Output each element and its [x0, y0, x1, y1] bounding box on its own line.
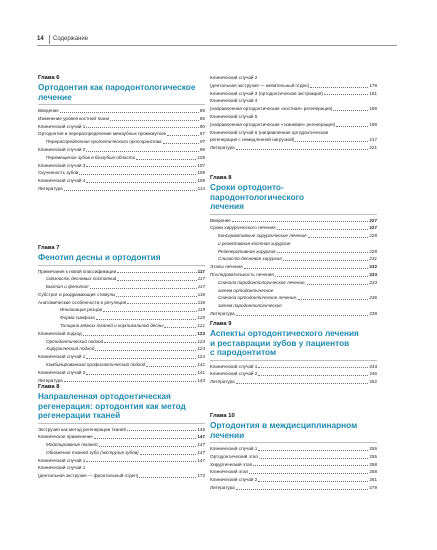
dot-leader [86, 166, 196, 167]
dot-leader [232, 221, 369, 222]
toc-entry[interactable] [210, 370, 377, 378]
entry-title: Хирургический этап [210, 461, 253, 467]
page-ref: 107 [197, 162, 205, 168]
page-ref: 172 [197, 473, 205, 479]
page-ref: 228 [369, 233, 377, 239]
toc-entry[interactable] [210, 240, 377, 248]
entry-title: Перемещение зубов в беззубые области [46, 154, 136, 160]
entry-title: Биотип и фенотип [46, 284, 89, 290]
page-ref: 147 [197, 442, 205, 448]
toc-entry-line [210, 74, 377, 82]
dot-leader [277, 229, 369, 230]
entry-title: Клинический случай 1 [38, 465, 86, 471]
page-ref: 145 [197, 426, 205, 432]
entry-title: Клинический случай 2 [210, 75, 258, 80]
entry-title: Сначала ортодонтическое лечение, [218, 295, 298, 301]
toc-entry[interactable] [210, 363, 377, 371]
page-ref: 105 [197, 154, 205, 160]
entry-title: Клинический случай 4 [38, 178, 86, 184]
dot-leader [336, 126, 368, 127]
entry-title: Литература [38, 185, 63, 191]
page-ref: 221 [369, 145, 377, 151]
chapter-title[interactable] [210, 329, 377, 358]
dot-leader [99, 446, 197, 447]
dot-leader [94, 438, 197, 439]
entry-title: Регенеративная хирургия [218, 248, 276, 254]
page-ref: 252 [369, 379, 377, 385]
chapter-label: Глава 6 [38, 75, 60, 81]
dot-leader [310, 87, 368, 88]
entry-title: Литература [210, 145, 235, 151]
toc-entry[interactable] [210, 378, 377, 386]
chapter-label: Глава 8 [210, 175, 232, 181]
chapter-block [38, 74, 205, 193]
chapter-rule [38, 423, 205, 424]
toc-entry[interactable] [210, 468, 377, 476]
chapter-title-line: и реставрации зубов у пациентов [210, 337, 350, 348]
page-ref: 236 [369, 295, 377, 301]
entry-title: Клинический случай 1 [38, 354, 86, 360]
entry-title: Примечания к новой классификации [38, 268, 117, 274]
toc-entry[interactable] [210, 232, 377, 240]
toc-entry-line [210, 121, 377, 129]
dot-leader [104, 342, 196, 343]
header-divider [49, 35, 50, 44]
chapter-label: Глава 8 [38, 384, 60, 390]
toc-entry[interactable] [38, 185, 205, 193]
toc-entry[interactable] [210, 279, 377, 287]
toc-entry[interactable] [210, 263, 377, 271]
page-ref: 119 [197, 291, 205, 297]
chapter-title[interactable] [38, 392, 205, 421]
dot-leader [103, 311, 197, 312]
toc-entry[interactable] [210, 484, 377, 492]
toc-entry[interactable] [38, 441, 205, 449]
entry-title: Клинический случай 1 [38, 123, 86, 129]
entry-title: Комбинированный профилактический подход [46, 362, 146, 368]
page-ref: 124 [197, 338, 205, 344]
chapter-block [210, 174, 377, 318]
dot-leader [163, 143, 199, 144]
page-ref: 117 [197, 268, 205, 274]
header-rule [37, 45, 397, 46]
chapter-title-line: Сроки ортодонто-пародонтологического [210, 182, 305, 202]
entry-title: Клинический случай 1 [38, 457, 86, 463]
toc-entry[interactable] [38, 426, 205, 434]
page-ref: 147 [197, 434, 205, 440]
page-ref: 97 [199, 131, 205, 137]
dot-leader [164, 327, 196, 328]
chapter-title[interactable] [210, 421, 377, 440]
toc-entry[interactable] [210, 294, 377, 302]
entry-title: Клинический этап [210, 469, 249, 475]
toc-entry[interactable] [38, 464, 205, 480]
chapter-title-line: лечении [210, 429, 245, 440]
page-ref: 89 [199, 115, 205, 121]
page-ref: 90 [199, 123, 205, 129]
entry-title: Изменение уровня костной ткани [38, 115, 110, 121]
page-ref: 117 [197, 276, 205, 282]
toc-entry-line [210, 129, 377, 137]
dot-leader [95, 350, 196, 351]
toc-entry[interactable] [38, 449, 205, 457]
toc-entry[interactable] [38, 457, 205, 465]
toc-entry[interactable] [38, 268, 205, 276]
toc-entry[interactable] [38, 314, 205, 322]
dot-leader [127, 430, 196, 431]
toc-entry[interactable] [38, 162, 205, 170]
toc-entry[interactable] [38, 115, 205, 123]
toc-entry[interactable] [210, 224, 377, 232]
toc-entry[interactable] [210, 248, 377, 256]
dot-leader [258, 375, 368, 376]
dot-leader [258, 367, 368, 368]
entry-title: Обнажение тканей зуба (экструзия зубов) [46, 449, 139, 455]
page-ref: 119 [197, 307, 205, 313]
toc-entry[interactable] [210, 144, 377, 152]
chapter-rule [210, 360, 377, 361]
page-ref: 186 [369, 106, 377, 112]
entry-title: Толщина мягких тканей и кортикальной десны [60, 323, 164, 329]
dot-leader [110, 120, 199, 121]
dot-leader [117, 272, 196, 273]
page-ref: 233 [369, 279, 377, 285]
entry-title: Клинический случай 3 [38, 162, 86, 168]
chapter-label: Глава 7 [38, 245, 60, 251]
entry-title: (направленная ортодонтическая «костная» регенерация) [210, 106, 333, 112]
entry-title: регенерация с немедленной нагрузкой) [210, 137, 295, 143]
page-header [0, 0, 437, 48]
dot-leader [117, 280, 196, 281]
entry-title: Этапы лечения [210, 264, 243, 270]
toc-entry[interactable] [38, 123, 205, 131]
dot-leader [83, 335, 197, 336]
toc-entry[interactable] [210, 113, 377, 129]
toc-entry[interactable] [38, 369, 205, 377]
entry-title: Сроки хирургического лечения [210, 225, 276, 231]
toc-entry[interactable] [38, 345, 205, 353]
page-ref: 109 [197, 170, 205, 176]
toc-entry[interactable] [210, 287, 377, 295]
page-ref: 227 [369, 225, 377, 231]
dot-leader [136, 159, 196, 160]
chapter-title-line: Ортодонтия как пародонтологическое [38, 82, 196, 92]
chapter-rule [210, 214, 377, 215]
toc-entry[interactable] [38, 330, 205, 338]
dot-leader [283, 260, 369, 261]
dot-leader [295, 141, 368, 142]
page-ref: 228 [369, 248, 377, 254]
toc-entry[interactable] [38, 306, 205, 314]
dot-leader [116, 296, 196, 297]
entry-title: Клинический случай 6 (направленная ортодонтическая [210, 129, 329, 135]
entry-title: Клинический случай 2 [38, 369, 86, 375]
dot-leader [139, 477, 196, 478]
toc-entry[interactable] [38, 154, 205, 162]
toc-entry[interactable] [210, 476, 377, 484]
dot-leader [259, 458, 368, 459]
toc-entry[interactable] [38, 177, 205, 185]
entry-title: Ортодонтический этап [210, 453, 258, 459]
dot-leader [236, 489, 369, 490]
entry-title: Литература [38, 377, 63, 383]
toc-entry-line [210, 105, 377, 113]
toc-entry[interactable] [210, 74, 377, 90]
toc-entry-line [210, 82, 377, 90]
toc-entry[interactable] [210, 310, 377, 318]
entry-title: Клинический случай 2 [210, 477, 258, 483]
dot-leader [90, 288, 197, 289]
toc-entry-line [38, 464, 205, 472]
entry-title: Клинический случай 2 [38, 146, 86, 152]
entry-title: Клинический подход [38, 330, 82, 336]
page-ref: 243 [369, 363, 377, 369]
dot-leader [244, 268, 369, 269]
entry-title: Сначала пародонтологическое лечение, [218, 279, 306, 285]
chapter-title-line: Фенотип десны и ортодонтия [38, 252, 161, 262]
toc-entry[interactable] [210, 453, 377, 461]
page-ref: 123 [197, 330, 205, 336]
dot-leader [86, 358, 196, 359]
toc-entry-line [210, 113, 377, 121]
page-ref: 217 [369, 137, 377, 143]
chapter-rule [38, 265, 205, 266]
chapter-title-line: регенерации тканей [38, 410, 121, 420]
entry-title: Субстрат и раздражающие стимулы [38, 291, 116, 297]
entry-title: Перераспределение протетического пространства [46, 139, 162, 145]
page-ref: 99 [199, 146, 205, 152]
dot-leader [307, 284, 368, 285]
page-ref: 233 [369, 272, 377, 278]
entry-title: затем ортодонтическое [218, 287, 274, 293]
entry-title: Ортодонтический подход [46, 338, 104, 344]
page-ref: 117 [197, 284, 205, 290]
toc-entry-line [210, 97, 377, 105]
dot-leader [79, 174, 196, 175]
chapter-block [38, 244, 205, 384]
entry-title: Введение [38, 108, 59, 113]
toc-entry[interactable] [38, 433, 205, 441]
entry-title: Клинический случай 5 [210, 113, 258, 119]
toc-entry[interactable] [38, 275, 205, 283]
entry-title: Клинический случай 2 [210, 371, 258, 377]
entry-title: Литература [210, 379, 235, 385]
entry-title: Клинический случай 1 [210, 363, 258, 369]
toc-entry[interactable] [38, 338, 205, 346]
entry-title: Консервативные хирургические лечение [218, 233, 307, 239]
toc-entry[interactable] [210, 97, 377, 113]
chapter-label: Глава 9 [210, 321, 232, 327]
entry-title: Анатомические особенности и регуляция [38, 299, 127, 305]
page-ref: 261 [369, 477, 377, 483]
dot-leader [64, 190, 197, 191]
dot-leader [236, 149, 369, 150]
toc-entry[interactable] [38, 138, 205, 146]
chapter-label: Глава 10 [210, 413, 235, 419]
page-ref: 258 [369, 469, 377, 475]
dot-leader [86, 127, 199, 128]
page-ref: 258 [369, 461, 377, 467]
chapter-title[interactable] [38, 83, 205, 102]
chapter-title-line: регенерация: ортодонтия как метод [38, 400, 186, 411]
chapter-title-line: Направленная ортодонтическая [38, 391, 171, 401]
dot-leader [60, 112, 199, 113]
dot-leader [253, 465, 368, 466]
dot-leader [258, 450, 368, 451]
dot-leader [333, 110, 368, 111]
toc-entry[interactable] [210, 90, 377, 98]
toc-entry[interactable] [210, 255, 377, 263]
page-ref: 239 [369, 311, 377, 317]
dot-leader [86, 151, 199, 152]
page-ref: 120 [197, 315, 205, 321]
entry-title: Введение [210, 217, 231, 223]
page-ref: 227 [369, 217, 377, 223]
entry-title: и резективная костная хирургия [218, 240, 291, 246]
dot-leader [127, 303, 196, 304]
dot-leader [96, 319, 197, 320]
page-number: 14 [37, 36, 44, 42]
chapter-block [210, 412, 377, 492]
entry-title: Клинический случай 1 [210, 446, 258, 451]
toc-entry[interactable] [38, 322, 205, 330]
chapter-title-line: с пародонтитом [210, 347, 277, 357]
entry-title: Скученность зубов [38, 170, 79, 176]
page-ref: 178 [369, 82, 377, 88]
toc-entry[interactable] [38, 291, 205, 299]
entry-title: (дентальная экструзия — фронтальный отдел) [38, 473, 139, 479]
dot-leader [258, 481, 368, 482]
page-ref: 141 [197, 369, 205, 375]
page-ref: 255 [369, 446, 377, 451]
chapter-block [210, 74, 377, 152]
entry-title: Моделирование тканей [46, 442, 98, 448]
entry-title: (дентальная экструзия — жевательный отдел) [210, 82, 310, 88]
chapter-title-line: лечение [38, 91, 72, 102]
toc-entry[interactable] [38, 130, 205, 138]
toc-entry[interactable] [38, 283, 205, 291]
dot-leader [324, 94, 368, 95]
chapter-title[interactable] [38, 253, 205, 263]
dot-leader [236, 383, 369, 384]
page-ref: 231 [369, 256, 377, 262]
page-ref: 89 [199, 108, 205, 113]
dot-leader [277, 252, 369, 253]
entry-title: Хирургический подход [46, 346, 95, 352]
entry-title: Инклинация резцов [60, 307, 102, 313]
toc-entry[interactable] [210, 217, 377, 225]
dot-leader [275, 276, 369, 277]
page-ref: 143 [197, 377, 205, 383]
dot-leader [249, 473, 368, 474]
dot-leader [86, 461, 196, 462]
page-ref: 246 [369, 371, 377, 377]
dot-leader [298, 299, 368, 300]
toc-entry[interactable] [38, 107, 205, 115]
entry-title: Последовательность лечения [210, 272, 274, 278]
page-ref: 147 [197, 449, 205, 455]
chapter-block [210, 320, 377, 386]
dot-leader [236, 315, 369, 316]
dot-leader [308, 237, 369, 238]
page-ref: 279 [369, 484, 377, 490]
page-ref: 232 [369, 264, 377, 270]
toc-entry[interactable] [210, 271, 377, 279]
running-title: Содержание [53, 36, 89, 42]
entry-title: Литература [210, 484, 235, 490]
toc-entry[interactable] [210, 461, 377, 469]
page-ref: 109 [197, 178, 205, 184]
entry-title: Форма симфиза [60, 315, 95, 321]
chapter-title-line: Ортодонтия в междисциплинарном [210, 420, 358, 430]
entry-title: затем пародонтологическое [218, 303, 282, 309]
chapter-title-line: лечения [210, 201, 244, 211]
toc-entry[interactable] [38, 353, 205, 361]
chapter-title[interactable] [210, 183, 377, 212]
toc-entry[interactable] [210, 445, 377, 453]
toc-entry[interactable] [210, 129, 377, 145]
entry-title: Связность десневых состояний [46, 276, 117, 282]
page-ref: 124 [197, 354, 205, 360]
dot-leader [86, 374, 196, 375]
entry-title: Клинический случай 4 [210, 98, 258, 104]
toc-entry[interactable] [38, 169, 205, 177]
page-ref: 198 [369, 121, 377, 127]
page-ref: 124 [197, 346, 205, 352]
entry-title: Литература [210, 311, 235, 317]
page-ref: 97 [199, 139, 205, 145]
entry-title: Слизисто-десневая хирургия [218, 256, 282, 262]
toc-entry-line [38, 472, 205, 480]
toc-entry[interactable] [210, 302, 377, 310]
entry-title: Экструзия как метод регенерации тканей [38, 426, 126, 432]
toc-entry[interactable] [38, 361, 205, 369]
page-ref: 255 [369, 453, 377, 459]
dot-leader [140, 454, 197, 455]
dot-leader [86, 182, 196, 183]
toc-entry-line [210, 136, 377, 144]
dot-leader [146, 366, 196, 367]
entry-title: Ортодонтия и перераспределение межзубных промежутков [38, 131, 166, 137]
chapter-rule [210, 442, 377, 443]
entry-title: (направленная ортодонтическая «тканевая» регенерация) [210, 121, 336, 127]
page-ref: 141 [197, 362, 205, 368]
entry-title: Клинический случай 3 (ортодонтическая экстракция) [210, 90, 323, 96]
page-ref: 121 [197, 323, 205, 329]
page-ref: 181 [369, 90, 377, 96]
entry-title: Клиническое применение [38, 434, 93, 440]
chapter-rule [38, 104, 205, 105]
page-ref: 119 [197, 299, 205, 305]
page-ref: 114 [197, 185, 205, 191]
page-ref: 147 [197, 457, 205, 463]
dot-leader [167, 135, 199, 136]
toc-entry[interactable] [38, 146, 205, 154]
toc-entry[interactable] [38, 299, 205, 307]
chapter-block [38, 383, 205, 480]
chapter-title-line: Аспекты ортодонтического лечения [210, 328, 359, 338]
